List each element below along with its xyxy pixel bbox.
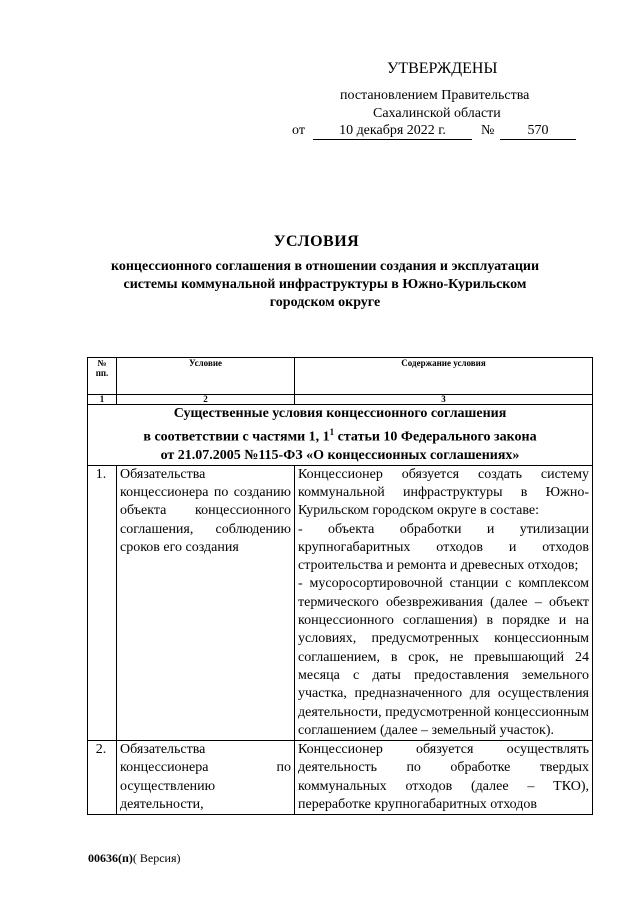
section-heading <box>88 405 593 466</box>
document-title: УСЛОВИЯ <box>273 233 360 250</box>
conditions-table <box>87 357 593 815</box>
row-number: 2. <box>88 741 117 815</box>
column-number-row <box>88 395 593 405</box>
row-content-paragraph: - объекта обработки и утилизации крупногабаритных отходов и отходов строительства и ремонта и древесных отходов; <box>298 521 589 574</box>
document-version: ( Версия) <box>132 851 181 865</box>
row-content <box>295 465 593 740</box>
approval-date-line <box>292 123 592 143</box>
table-header-row <box>88 358 593 395</box>
row-condition: Обязательства концессионера по осуществлению деятельности, <box>117 741 295 815</box>
column-number: 3 <box>295 395 593 405</box>
row-content-paragraph: Концессионер обязуется создать систему коммунальной инфраструктуры в Южно-Курильском городском округе в составе: <box>298 466 589 519</box>
row-content <box>295 741 593 815</box>
row-condition: Обязательства концессионера по созданию объекта концессионного соглашения, соблюдению сроков его создания <box>117 465 295 740</box>
approval-line-region: Сахалинской области <box>373 106 501 121</box>
section-heading-line <box>91 423 589 447</box>
column-number: 1 <box>88 395 117 405</box>
header-content: Содержание условия <box>295 358 593 395</box>
section-heading-row <box>88 405 593 466</box>
section-heading-text: в соответствии с частями 1, 1 <box>143 429 330 445</box>
number-sign: № <box>481 123 495 138</box>
section-heading-line: от 21.07.2005 №115-ФЗ «О концессионных соглашениях» <box>160 447 520 463</box>
section-heading-superscript: 1 <box>329 427 335 437</box>
column-number: 2 <box>117 395 295 405</box>
approval-title: УТВЕРЖДЕНЫ <box>387 60 498 77</box>
approval-line-decree: постановлением Правительства <box>340 88 530 103</box>
table-row <box>88 741 593 815</box>
table-row <box>88 465 593 740</box>
date-prefix: от <box>292 123 305 138</box>
document-code: 00636(п) <box>88 851 133 865</box>
header-num: № пп. <box>88 358 117 395</box>
document-subtitle: концессионного соглашения в отношении создания и эксплуатации системы коммунальной инфраструктуры в Южно-Курильском городском округе <box>110 259 540 310</box>
section-heading-text: статьи 10 Федерального закона <box>334 429 537 445</box>
row-number: 1. <box>88 465 117 740</box>
header-condition: Условие <box>117 358 295 395</box>
row-content-paragraph: - мусоросортировочной станции с комплексом термического обезвреживания (далее – объект концессионного соглашения) в порядке и на условиях, предусмотренных концессионным соглашением, в срок, не превышающий 24 месяца с даты предоставления земельного участка, предназначенного для осуществления деятельности, предусмотренной концессионным соглашением (далее – земельный участок). <box>298 576 589 738</box>
document-footer <box>88 851 181 866</box>
approval-date: 10 декабря 2022 г. <box>313 123 472 140</box>
section-heading-line: Существенные условия концессионного соглашения <box>173 406 507 421</box>
row-content-paragraph: Концессионер обязуется осуществлять деятельность по обработке твердых коммунальных отходов (далее – ТКО), переработке крупногабаритных отходов <box>298 742 589 812</box>
approval-number: 570 <box>500 123 576 140</box>
